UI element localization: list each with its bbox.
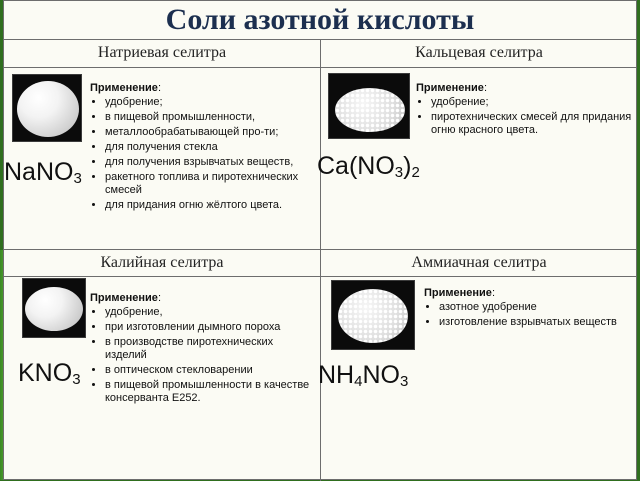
salt-pile-image [335,88,405,132]
ammonium-applications [424,287,634,331]
applications-heading: Применение: [90,82,161,94]
list-item: • металлообрабатывающей про-ти; [105,126,318,139]
list-item: • в пищевой промышленности, [105,111,318,124]
applications-heading: Применение: [90,292,161,304]
sodium-applications [90,82,318,214]
applications-list [90,96,318,212]
list-item: • при изготовлении дымного пороха [105,321,318,334]
applications-heading: Применение: [416,82,487,94]
list-item: • изготовление взрывчатых веществ [439,316,634,329]
header-ammonium-nitrate: Аммиачная селитра [411,254,547,271]
header-sodium-nitrate: Натриевая селитра [97,44,227,61]
list-item: • в оптическом стекловарении [105,364,318,377]
ammonium-nitrate-photo [331,280,415,350]
applications-list [424,301,634,329]
sodium-nitrate-photo [12,74,82,142]
potassium-applications [90,292,318,407]
list-item: • для получения стекла [105,141,318,154]
header-calcium-nitrate: Кальцевая селитра [415,44,543,61]
salt-pile-image [17,81,79,137]
nitrate-table [3,0,637,480]
salt-pile-image [25,287,83,331]
list-item: • удобрение, [105,306,318,319]
calcium-nitrate-photo [328,73,410,139]
potassium-nitrate-photo [22,278,86,338]
applications-list [416,96,634,137]
potassium-nitrate-formula: $KNO_3$ [18,359,81,388]
applications-heading: Применение: [424,287,495,299]
list-item: • удобрение; [431,96,634,109]
list-item: • в производстве пиротехнических изделий [105,336,318,362]
applications-list [90,306,318,405]
list-item: • в пищевой промышленности в качестве консерванта Е252. [105,379,318,405]
calcium-nitrate-formula: $Ca(NO_3)_2$ [317,152,420,181]
salt-pile-image [338,289,408,343]
header-potassium-nitrate: Калийная селитра [100,254,224,271]
list-item: • пиротехнических смесей для придания огню красного цвета. [431,111,634,137]
list-item: • для получения взрывчатых веществ, [105,156,318,169]
calcium-applications [416,82,634,139]
list-item: • удобрение; [105,96,318,109]
sodium-nitrate-formula: NaNO$_3$ [4,158,82,187]
list-item: • азотное удобрение [439,301,634,314]
ammonium-nitrate-formula: $NH_4NO_3$ [318,361,409,390]
list-item: • ракетного топлива и пиротехнических смесей [105,171,318,197]
page-title: Соли азотной кислоты [4,1,636,40]
list-item: • для придания огню жёлтого цвета. [105,199,318,212]
